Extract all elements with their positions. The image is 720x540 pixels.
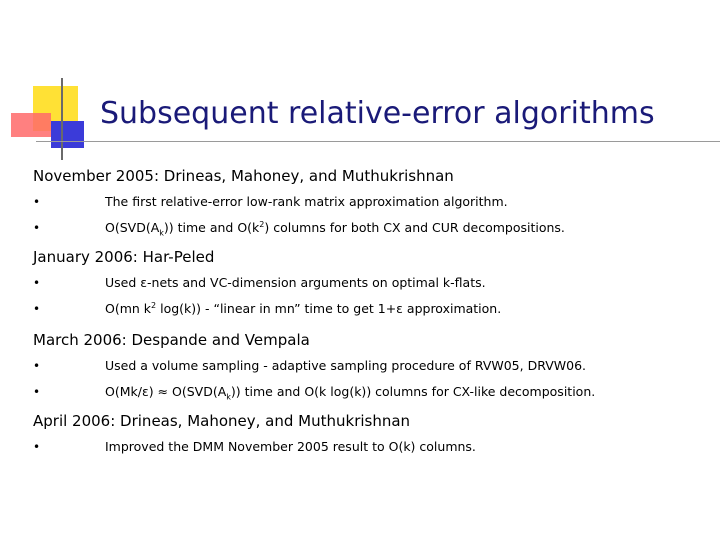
list-item (33, 353, 713, 379)
title-decoration (0, 0, 720, 170)
bullet-icon: • (33, 276, 41, 290)
item-text: $O(SVD(A_k))$ time and $O(k^2)$ columns for both CX and CUR decompositions. (105, 219, 565, 238)
slide-body (33, 161, 713, 460)
section-heading: April 2006: Drineas, Mahoney, and Muthukrishnan (33, 412, 411, 430)
list-item (33, 270, 713, 296)
red-square-decoration (11, 113, 51, 137)
item-text: Improved the DMM November 2005 result to O(k) columns. (105, 439, 476, 454)
section-january-2006 (33, 244, 713, 322)
bullet-icon: • (33, 221, 41, 235)
item-text: O(mn $k^2$ log(k)) - “linear in mn” time to get 1+ε approximation. (105, 300, 502, 316)
section-november-2005 (33, 163, 713, 241)
item-text: Used ε-nets and VC-dimension arguments on optimal k-flats. (105, 275, 486, 290)
section-march-2006 (33, 327, 713, 405)
bullet-icon: • (33, 385, 41, 399)
list-item (33, 215, 713, 241)
item-text: Used a volume sampling - adaptive sampling procedure of RVW05, DRVW06. (105, 358, 586, 373)
item-text: The first relative-error low-rank matrix approximation algorithm. (105, 194, 508, 209)
vertical-rule (61, 78, 63, 160)
bullet-icon: • (33, 359, 41, 373)
list-item (33, 434, 713, 460)
bullet-icon: • (33, 440, 41, 454)
bullet-icon: • (33, 302, 41, 316)
item-text: $O(Mk/\varepsilon) \approx O(SVD(A_k))$ time and O(k log(k)) columns for CX-like decomposition. (105, 384, 596, 402)
title-underline (36, 141, 720, 142)
section-april-2006 (33, 408, 713, 460)
list-item (33, 189, 713, 215)
section-heading: March 2006: Despande and Vempala (33, 331, 310, 349)
bullet-icon: • (33, 195, 41, 209)
slide-title: Subsequent relative-error algorithms (100, 96, 655, 131)
list-item (33, 379, 713, 405)
list-item (33, 296, 713, 322)
section-heading: November 2005: Drineas, Mahoney, and Muthukrishnan (33, 167, 454, 185)
blue-square-decoration (51, 121, 84, 148)
section-heading: January 2006: Har-Peled (33, 248, 215, 266)
